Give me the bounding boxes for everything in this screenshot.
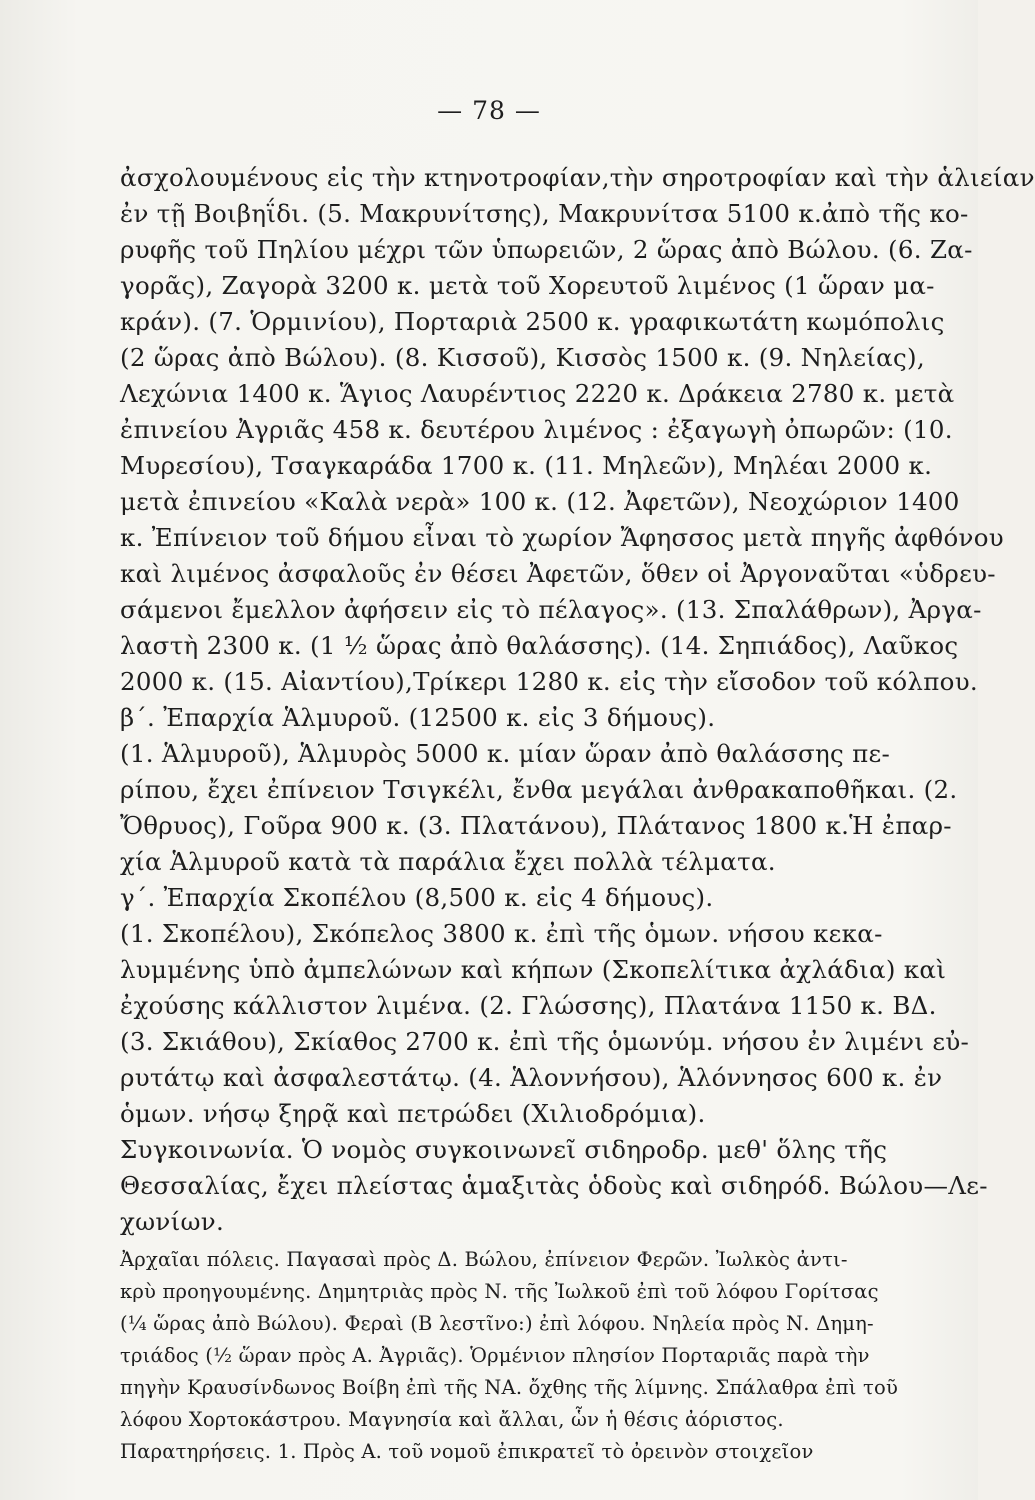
text-line: ρίπου, ἔχει ἐπίνειον Τσιγκέλι, ἔνθα μεγάλαι ἀνθρακαποθῆκαι. (2. [120,775,958,804]
text-line: ὁμων. νήσῳ ξηρᾷ καὶ πετρώδει (Χιλιοδρόμια). [120,1099,706,1128]
text-line: (1. Ἁλμυροῦ), Ἁλμυρὸς 5000 κ. μίαν ὥραν ἀπὸ θαλάσσης πε- [120,739,891,768]
text-line: ἐχούσης κάλλιστον λιμένα. (2. Γλώσσης), Πλατάνα 1150 κ. ΒΔ. [120,991,937,1020]
text-line: μετὰ ἐπινείου «Καλὰ νερὰ» 100 κ. (12. Ἀφετῶν), Νεοχώριον 1400 [120,487,960,516]
text-line: 2000 κ. (15. Αἰαντίου),Τρίκερι 1280 κ. εἰς τὴν εἴσοδον τοῦ κόλπου. [120,667,978,696]
text-line: καὶ λιμένος ἀσφαλοῦς ἐν θέσει Ἀφετῶν, ὅθεν οἱ Ἀργοναῦται «ὑδρευ- [120,559,996,588]
text-line: (1. Σκοπέλου), Σκόπελος 3800 κ. ἐπὶ τῆς ὁμων. νήσου κεκα- [120,919,883,948]
text-line: Ὄθρυος), Γοῦρα 900 κ. (3. Πλατάνου), Πλάτανος 1800 κ.Ἡ ἐπαρ- [120,811,952,840]
note-line: Παρατηρήσεις. 1. Πρὸς Α. τοῦ νομοῦ ἐπικρατεῖ τὸ ὀρεινὸν στοιχεῖον [120,1440,814,1463]
text-line: (3. Σκιάθου), Σκίαθος 2700 κ. ἐπὶ τῆς ὁμωνύμ. νήσου ἐν λιμένι εὐ- [120,1027,970,1056]
text-line: γορᾶς), Ζαγορὰ 3200 κ. μετὰ τοῦ Χορευτοῦ λιμένος (1 ὥραν μα- [120,271,935,300]
text-line: ἐπινείου Ἀγριᾶς 458 κ. δευτέρου λιμένος : ἐξαγωγὴ ὀπωρῶν: (10. [120,415,953,444]
text-line: λυμμένης ὑπὸ ἀμπελώνων καὶ κήπων (Σκοπελίτικα ἀχλάδια) καὶ [120,955,947,984]
page-number: — 78 — [437,96,541,125]
note-line: τριάδος (½ ὥραν πρὸς Α. Ἀγριᾶς). Ὁρμένιον πλησίον Πορταριᾶς παρὰ τὴν [120,1344,870,1367]
text-line: κράν). (7. Ὁρμινίου), Πορταριὰ 2500 κ. γραφικωτάτη κωμόπολις [120,307,945,336]
text-line: (2 ὥρας ἀπὸ Βώλου). (8. Κισσοῦ), Κισσὸς 1500 κ. (9. Νηλείας), [120,343,925,372]
note-line: λόφου Χορτοκάστρου. Μαγνησία καὶ ἄλλαι, ὧν ἡ θέσις ἀόριστος. [120,1408,784,1431]
text-line: χία Ἁλμυροῦ κατὰ τὰ παράλια ἔχει πολλὰ τέλματα. [120,847,776,876]
text-line: κ. Ἐπίνειον τοῦ δήμου εἶναι τὸ χωρίον Ἄφησσος μετὰ πηγῆς ἀφθόνου [120,523,1004,552]
note-line: πηγὴν Κραυσίνδωνος Βοίβη ἐπὶ τῆς ΝΑ. ὄχθης τῆς λίμνης. Σπάλαθρα ἐπὶ τοῦ [120,1376,899,1399]
text-line: ἀσχολουμένους εἰς τὴν κτηνοτροφίαν,τὴν σηροτροφίαν καὶ τὴν ἁλιείαν [120,163,1035,192]
text-line: Λεχώνια 1400 κ. Ἅγιος Λαυρέντιος 2220 κ. Δράκεια 2780 κ. μετὰ [120,379,955,408]
text-line: ρυτάτῳ καὶ ἀσφαλεστάτῳ. (4. Ἁλοννήσου), Ἁλόννησος 600 κ. ἐν [120,1063,943,1092]
note-line: Ἀρχαῖαι πόλεις. Παγασαὶ πρὸς Δ. Βώλου, ἐπίνειον Φερῶν. Ἰωλκὸς ἀντι- [120,1248,848,1271]
section-heading: γ΄. Ἐπαρχία Σκοπέλου (8,500 κ. εἰς 4 δήμους). [120,883,714,912]
text-line: Συγκοινωνία. Ὁ νομὸς συγκοινωνεῖ σιδηροδρ. μεθ' ὅλης τῆς [120,1135,888,1164]
text-line: Μυρεσίου), Τσαγκαράδα 1700 κ. (11. Μηλεῶν), Μηλέαι 2000 κ. [120,451,933,480]
note-line: κρὺ προηγουμένης. Δημητριὰς πρὸς Ν. τῆς Ἰωλκοῦ ἐπὶ τοῦ λόφου Γορίτσας [120,1280,879,1303]
note-line: (¼ ὥρας ἀπὸ Βώλου). Φεραὶ (Β λεστῖνο:) ἐπὶ λόφου. Νηλεία πρὸς Ν. Δημη- [120,1312,874,1335]
text-line: ἐν τῇ Βοιβηΐδι. (5. Μακρυνίτσης), Μακρυνίτσα 5100 κ.ἀπὸ τῆς κο- [120,199,969,228]
text-line: λαστὴ 2300 κ. (1 ½ ὥρας ἀπὸ θαλάσσης). (14. Σηπιάδος), Λαῦκος [120,631,959,660]
text-line: σάμενοι ἔμελλον ἀφήσειν εἰς τὸ πέλαγος». (13. Σπαλάθρων), Ἀργα- [120,595,982,624]
section-heading: β΄. Ἐπαρχία Ἁλμυροῦ. (12500 κ. εἰς 3 δήμους). [120,703,716,732]
text-line: ρυφῆς τοῦ Πηλίου μέχρι τῶν ὑπωρειῶν, 2 ὥρας ἀπὸ Βώλου. (6. Ζα- [120,235,973,264]
text-line: Θεσσαλίας, ἔχει πλείστας ἁμαξιτὰς ὁδοὺς καὶ σιδηρόδ. Βώλου—Λε- [120,1171,988,1200]
text-line: χωνίων. [120,1207,225,1236]
